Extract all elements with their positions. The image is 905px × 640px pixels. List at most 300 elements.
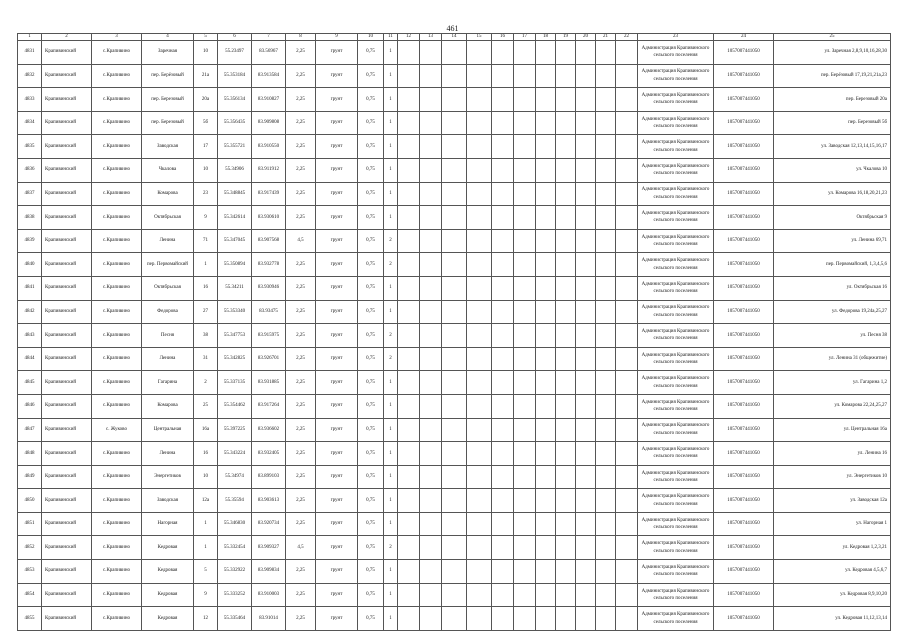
empty-cell <box>514 324 536 348</box>
table-row <box>18 229 891 253</box>
settlement-cell: с.Крапивино <box>92 253 142 277</box>
ogrn-cell: 1057007441050 <box>714 560 774 584</box>
empty-cell <box>467 300 492 324</box>
empty-cell <box>442 371 467 395</box>
empty-cell <box>536 371 556 395</box>
empty-cell <box>596 607 616 631</box>
empty-cell <box>420 560 442 584</box>
settlement-cell: с.Крапивино <box>92 324 142 348</box>
street-cell: Ленина <box>142 442 194 466</box>
ogrn-cell: 1057007441050 <box>714 111 774 135</box>
surface-cell: грунт <box>316 512 358 536</box>
empty-cell <box>596 276 616 300</box>
container-count-cell: 1 <box>384 489 398 513</box>
district-cell: Крапивинский <box>42 371 92 395</box>
volume-cell: 0,75 <box>358 276 384 300</box>
empty-cell <box>536 512 556 536</box>
empty-cell <box>536 583 556 607</box>
settlement-cell: с.Крапивино <box>92 536 142 560</box>
empty-cell <box>514 135 536 159</box>
served-address-cell: ул. Заводская 12,13,14,15,16,17 <box>774 135 891 159</box>
house-cell: 31 <box>194 347 218 371</box>
empty-cell <box>536 536 556 560</box>
empty-cell <box>492 489 514 513</box>
empty-cell <box>442 158 467 182</box>
register-table <box>17 33 891 631</box>
surface-cell: грунт <box>316 560 358 584</box>
area-cell: 2,25 <box>286 607 316 631</box>
latitude-cell: 55.353340 <box>218 300 252 324</box>
district-cell: Крапивинский <box>42 276 92 300</box>
empty-cell <box>514 465 536 489</box>
empty-cell <box>536 229 556 253</box>
street-cell: Кедровая <box>142 583 194 607</box>
latitude-cell: 55.335464 <box>218 607 252 631</box>
volume-cell: 0,75 <box>358 111 384 135</box>
longitude-cell: 83.56967 <box>252 41 286 65</box>
empty-cell <box>398 276 420 300</box>
longitude-cell: 83.917439 <box>252 182 286 206</box>
area-cell: 2,25 <box>286 135 316 159</box>
table-row <box>18 182 891 206</box>
empty-cell <box>420 300 442 324</box>
empty-cell <box>420 489 442 513</box>
house-cell: 16а <box>194 418 218 442</box>
column-number: 3 <box>92 34 142 41</box>
record-number: 4835 <box>18 135 42 159</box>
empty-cell <box>514 158 536 182</box>
empty-cell <box>442 536 467 560</box>
street-cell: Нагорная <box>142 512 194 536</box>
street-cell: пер. Березовый <box>142 111 194 135</box>
empty-cell <box>467 253 492 277</box>
latitude-cell: 55.34906 <box>218 158 252 182</box>
district-cell: Крапивинский <box>42 394 92 418</box>
container-count-cell: 2 <box>384 229 398 253</box>
table-row <box>18 206 891 230</box>
owner-organization-cell: Администрация Крапивинского сельского поселения <box>638 253 714 277</box>
owner-organization-cell: Администрация Крапивинского сельского поселения <box>638 394 714 418</box>
surface-cell: грунт <box>316 465 358 489</box>
container-count-cell: 1 <box>384 135 398 159</box>
empty-cell <box>398 607 420 631</box>
empty-cell <box>398 158 420 182</box>
empty-cell <box>467 276 492 300</box>
settlement-cell: с.Крапивино <box>92 560 142 584</box>
volume-cell: 0,75 <box>358 442 384 466</box>
record-number: 4849 <box>18 465 42 489</box>
empty-cell <box>596 371 616 395</box>
empty-cell <box>442 394 467 418</box>
empty-cell <box>514 607 536 631</box>
empty-cell <box>420 371 442 395</box>
empty-cell <box>420 229 442 253</box>
empty-cell <box>467 394 492 418</box>
empty-cell <box>596 324 616 348</box>
column-number: 10 <box>358 34 384 41</box>
empty-cell <box>536 88 556 112</box>
empty-cell <box>576 489 596 513</box>
owner-organization-cell: Администрация Крапивинского сельского поселения <box>638 324 714 348</box>
empty-cell <box>442 182 467 206</box>
empty-cell <box>576 371 596 395</box>
record-number: 4839 <box>18 229 42 253</box>
longitude-cell: 83.932405 <box>252 442 286 466</box>
empty-cell <box>492 560 514 584</box>
empty-cell <box>398 536 420 560</box>
longitude-cell: 83.907568 <box>252 229 286 253</box>
longitude-cell: 83.920734 <box>252 512 286 536</box>
record-number: 4855 <box>18 607 42 631</box>
latitude-cell: 55.355721 <box>218 135 252 159</box>
street-cell: Ленина <box>142 229 194 253</box>
record-number: 4847 <box>18 418 42 442</box>
area-cell: 2,25 <box>286 300 316 324</box>
owner-organization-cell: Администрация Крапивинского сельского поселения <box>638 64 714 88</box>
volume-cell: 0,75 <box>358 41 384 65</box>
district-cell: Крапивинский <box>42 465 92 489</box>
street-cell: пер. Первомайский <box>142 253 194 277</box>
empty-cell <box>442 465 467 489</box>
ogrn-cell: 1057007441050 <box>714 465 774 489</box>
house-cell: 17 <box>194 135 218 159</box>
empty-cell <box>492 347 514 371</box>
empty-cell <box>536 347 556 371</box>
empty-cell <box>398 442 420 466</box>
surface-cell: грунт <box>316 206 358 230</box>
district-cell: Крапивинский <box>42 536 92 560</box>
empty-cell <box>576 64 596 88</box>
empty-cell <box>442 88 467 112</box>
area-cell: 2,25 <box>286 182 316 206</box>
empty-cell <box>596 512 616 536</box>
record-number: 4854 <box>18 583 42 607</box>
area-cell: 4,5 <box>286 229 316 253</box>
surface-cell: грунт <box>316 347 358 371</box>
area-cell: 2,25 <box>286 206 316 230</box>
record-number: 4838 <box>18 206 42 230</box>
empty-cell <box>442 583 467 607</box>
empty-cell <box>492 512 514 536</box>
latitude-cell: 55.332454 <box>218 536 252 560</box>
empty-cell <box>492 536 514 560</box>
owner-organization-cell: Администрация Крапивинского сельского поселения <box>638 88 714 112</box>
street-cell: Песня <box>142 324 194 348</box>
longitude-cell: 83.932778 <box>252 253 286 277</box>
street-cell: пер. Берёзовый <box>142 64 194 88</box>
settlement-cell: с. Жуково <box>92 418 142 442</box>
empty-cell <box>514 442 536 466</box>
settlement-cell: с.Крапивино <box>92 229 142 253</box>
table-row <box>18 253 891 277</box>
longitude-cell: 83.91014 <box>252 607 286 631</box>
container-count-cell: 1 <box>384 206 398 230</box>
settlement-cell: с.Крапивино <box>92 489 142 513</box>
longitude-cell: 83.936602 <box>252 418 286 442</box>
owner-organization-cell: Администрация Крапивинского сельского поселения <box>638 465 714 489</box>
empty-cell <box>420 347 442 371</box>
empty-cell <box>398 182 420 206</box>
empty-cell <box>556 536 576 560</box>
district-cell: Крапивинский <box>42 300 92 324</box>
empty-cell <box>556 300 576 324</box>
latitude-cell: 55.347753 <box>218 324 252 348</box>
house-cell: 10 <box>194 41 218 65</box>
empty-cell <box>398 465 420 489</box>
table-row <box>18 607 891 631</box>
container-count-cell: 1 <box>384 88 398 112</box>
volume-cell: 0,75 <box>358 607 384 631</box>
latitude-cell: 55.346830 <box>218 512 252 536</box>
owner-organization-cell: Администрация Крапивинского сельского поселения <box>638 182 714 206</box>
empty-cell <box>616 229 638 253</box>
latitude-cell: 55.23497 <box>218 41 252 65</box>
empty-cell <box>616 158 638 182</box>
area-cell: 2,25 <box>286 276 316 300</box>
empty-cell <box>420 465 442 489</box>
empty-cell <box>492 300 514 324</box>
empty-cell <box>556 418 576 442</box>
surface-cell: грунт <box>316 276 358 300</box>
longitude-cell: 83.910550 <box>252 135 286 159</box>
district-cell: Крапивинский <box>42 512 92 536</box>
settlement-cell: с.Крапивино <box>92 182 142 206</box>
empty-cell <box>420 158 442 182</box>
empty-cell <box>398 206 420 230</box>
served-address-cell: пер. Березовый 5б <box>774 111 891 135</box>
table-row <box>18 64 891 88</box>
empty-cell <box>556 135 576 159</box>
volume-cell: 0,75 <box>358 371 384 395</box>
column-number: 22 <box>616 34 638 41</box>
empty-cell <box>492 111 514 135</box>
volume-cell: 0,75 <box>358 253 384 277</box>
empty-cell <box>442 206 467 230</box>
empty-cell <box>467 324 492 348</box>
longitude-cell: 83.910827 <box>252 88 286 112</box>
empty-cell <box>556 276 576 300</box>
table-row <box>18 347 891 371</box>
empty-cell <box>556 560 576 584</box>
empty-cell <box>576 41 596 65</box>
latitude-cell: 55.342614 <box>218 206 252 230</box>
area-cell: 2,25 <box>286 111 316 135</box>
street-cell: Кедровая <box>142 560 194 584</box>
latitude-cell: 55.35594 <box>218 489 252 513</box>
longitude-cell: 83.909808 <box>252 111 286 135</box>
latitude-cell: 55.350894 <box>218 253 252 277</box>
column-number: 2 <box>42 34 92 41</box>
empty-cell <box>576 442 596 466</box>
empty-cell <box>442 135 467 159</box>
container-count-cell: 2 <box>384 253 398 277</box>
column-number: 7 <box>252 34 286 41</box>
table-row <box>18 135 891 159</box>
record-number: 4832 <box>18 64 42 88</box>
volume-cell: 0,75 <box>358 418 384 442</box>
record-number: 4845 <box>18 371 42 395</box>
empty-cell <box>616 418 638 442</box>
street-cell: Заводская <box>142 135 194 159</box>
empty-cell <box>556 465 576 489</box>
volume-cell: 0,75 <box>358 182 384 206</box>
container-count-cell: 1 <box>384 64 398 88</box>
empty-cell <box>576 324 596 348</box>
empty-cell <box>467 182 492 206</box>
container-count-cell: 1 <box>384 371 398 395</box>
house-cell: 16 <box>194 276 218 300</box>
volume-cell: 0,75 <box>358 583 384 607</box>
surface-cell: грунт <box>316 300 358 324</box>
latitude-cell: 55.356435 <box>218 111 252 135</box>
served-address-cell: пер. Березовый 20а <box>774 88 891 112</box>
surface-cell: грунт <box>316 182 358 206</box>
empty-cell <box>420 111 442 135</box>
owner-organization-cell: Администрация Крапивинского сельского поселения <box>638 206 714 230</box>
latitude-cell: 55.356134 <box>218 88 252 112</box>
surface-cell: грунт <box>316 607 358 631</box>
empty-cell <box>467 607 492 631</box>
area-cell: 2,25 <box>286 158 316 182</box>
served-address-cell: ул. Ленина 69,71 <box>774 229 891 253</box>
street-cell: Октябрьская <box>142 276 194 300</box>
empty-cell <box>514 512 536 536</box>
empty-cell <box>616 607 638 631</box>
surface-cell: грунт <box>316 536 358 560</box>
owner-organization-cell: Администрация Крапивинского сельского поселения <box>638 560 714 584</box>
longitude-cell: 83.930610 <box>252 206 286 230</box>
house-cell: 9 <box>194 583 218 607</box>
empty-cell <box>616 206 638 230</box>
settlement-cell: с.Крапивино <box>92 206 142 230</box>
container-count-cell: 1 <box>384 442 398 466</box>
ogrn-cell: 1057007441050 <box>714 206 774 230</box>
table-row <box>18 300 891 324</box>
empty-cell <box>576 347 596 371</box>
empty-cell <box>596 347 616 371</box>
surface-cell: грунт <box>316 135 358 159</box>
empty-cell <box>616 489 638 513</box>
record-number: 4843 <box>18 324 42 348</box>
empty-cell <box>536 158 556 182</box>
empty-cell <box>492 607 514 631</box>
empty-cell <box>514 64 536 88</box>
empty-cell <box>420 512 442 536</box>
owner-organization-cell: Администрация Крапивинского сельского поселения <box>638 300 714 324</box>
empty-cell <box>536 418 556 442</box>
table-row <box>18 489 891 513</box>
volume-cell: 0,75 <box>358 560 384 584</box>
longitude-cell: 83.926701 <box>252 347 286 371</box>
empty-cell <box>467 347 492 371</box>
surface-cell: грунт <box>316 41 358 65</box>
container-count-cell: 2 <box>384 324 398 348</box>
longitude-cell: 83.899103 <box>252 465 286 489</box>
house-cell: 25 <box>194 394 218 418</box>
empty-cell <box>398 88 420 112</box>
table-row <box>18 512 891 536</box>
empty-cell <box>596 135 616 159</box>
empty-cell <box>398 371 420 395</box>
settlement-cell: с.Крапивино <box>92 64 142 88</box>
table-row <box>18 442 891 466</box>
empty-cell <box>576 536 596 560</box>
record-number: 4844 <box>18 347 42 371</box>
ogrn-cell: 1057007441050 <box>714 229 774 253</box>
settlement-cell: с.Крапивино <box>92 394 142 418</box>
empty-cell <box>467 371 492 395</box>
surface-cell: грунт <box>316 442 358 466</box>
container-count-cell: 1 <box>384 182 398 206</box>
owner-organization-cell: Администрация Крапивинского сельского поселения <box>638 607 714 631</box>
empty-cell <box>398 64 420 88</box>
surface-cell: грунт <box>316 64 358 88</box>
empty-cell <box>576 276 596 300</box>
empty-cell <box>492 182 514 206</box>
empty-cell <box>420 182 442 206</box>
empty-cell <box>514 88 536 112</box>
empty-cell <box>616 536 638 560</box>
empty-cell <box>576 229 596 253</box>
empty-cell <box>467 64 492 88</box>
column-number: 20 <box>576 34 596 41</box>
served-address-cell: ул. Центральная 16а <box>774 418 891 442</box>
empty-cell <box>514 206 536 230</box>
empty-cell <box>596 206 616 230</box>
latitude-cell: 55.397225 <box>218 418 252 442</box>
volume-cell: 0,75 <box>358 512 384 536</box>
longitude-cell: 83.910003 <box>252 583 286 607</box>
ogrn-cell: 1057007441050 <box>714 536 774 560</box>
house-cell: 38 <box>194 324 218 348</box>
street-cell: Комарова <box>142 182 194 206</box>
house-cell: 21а <box>194 64 218 88</box>
empty-cell <box>514 489 536 513</box>
area-cell: 4,5 <box>286 536 316 560</box>
empty-cell <box>596 489 616 513</box>
empty-cell <box>556 512 576 536</box>
empty-cell <box>398 583 420 607</box>
container-count-cell: 1 <box>384 300 398 324</box>
empty-cell <box>616 64 638 88</box>
empty-cell <box>556 111 576 135</box>
area-cell: 2,25 <box>286 583 316 607</box>
house-cell: 20а <box>194 88 218 112</box>
settlement-cell: с.Крапивино <box>92 465 142 489</box>
house-cell: 10 <box>194 465 218 489</box>
empty-cell <box>576 300 596 324</box>
house-cell: 23 <box>194 182 218 206</box>
table-row <box>18 371 891 395</box>
column-number: 21 <box>596 34 616 41</box>
street-cell: Чкалова <box>142 158 194 182</box>
empty-cell <box>576 206 596 230</box>
district-cell: Крапивинский <box>42 583 92 607</box>
empty-cell <box>556 489 576 513</box>
district-cell: Крапивинский <box>42 489 92 513</box>
house-cell: 1 <box>194 253 218 277</box>
record-number: 4846 <box>18 394 42 418</box>
street-cell: пер. Березовый <box>142 88 194 112</box>
surface-cell: грунт <box>316 111 358 135</box>
column-number: 23 <box>638 34 714 41</box>
empty-cell <box>467 512 492 536</box>
column-number: 4 <box>142 34 194 41</box>
empty-cell <box>467 560 492 584</box>
container-count-cell: 2 <box>384 347 398 371</box>
empty-cell <box>467 442 492 466</box>
empty-cell <box>616 371 638 395</box>
